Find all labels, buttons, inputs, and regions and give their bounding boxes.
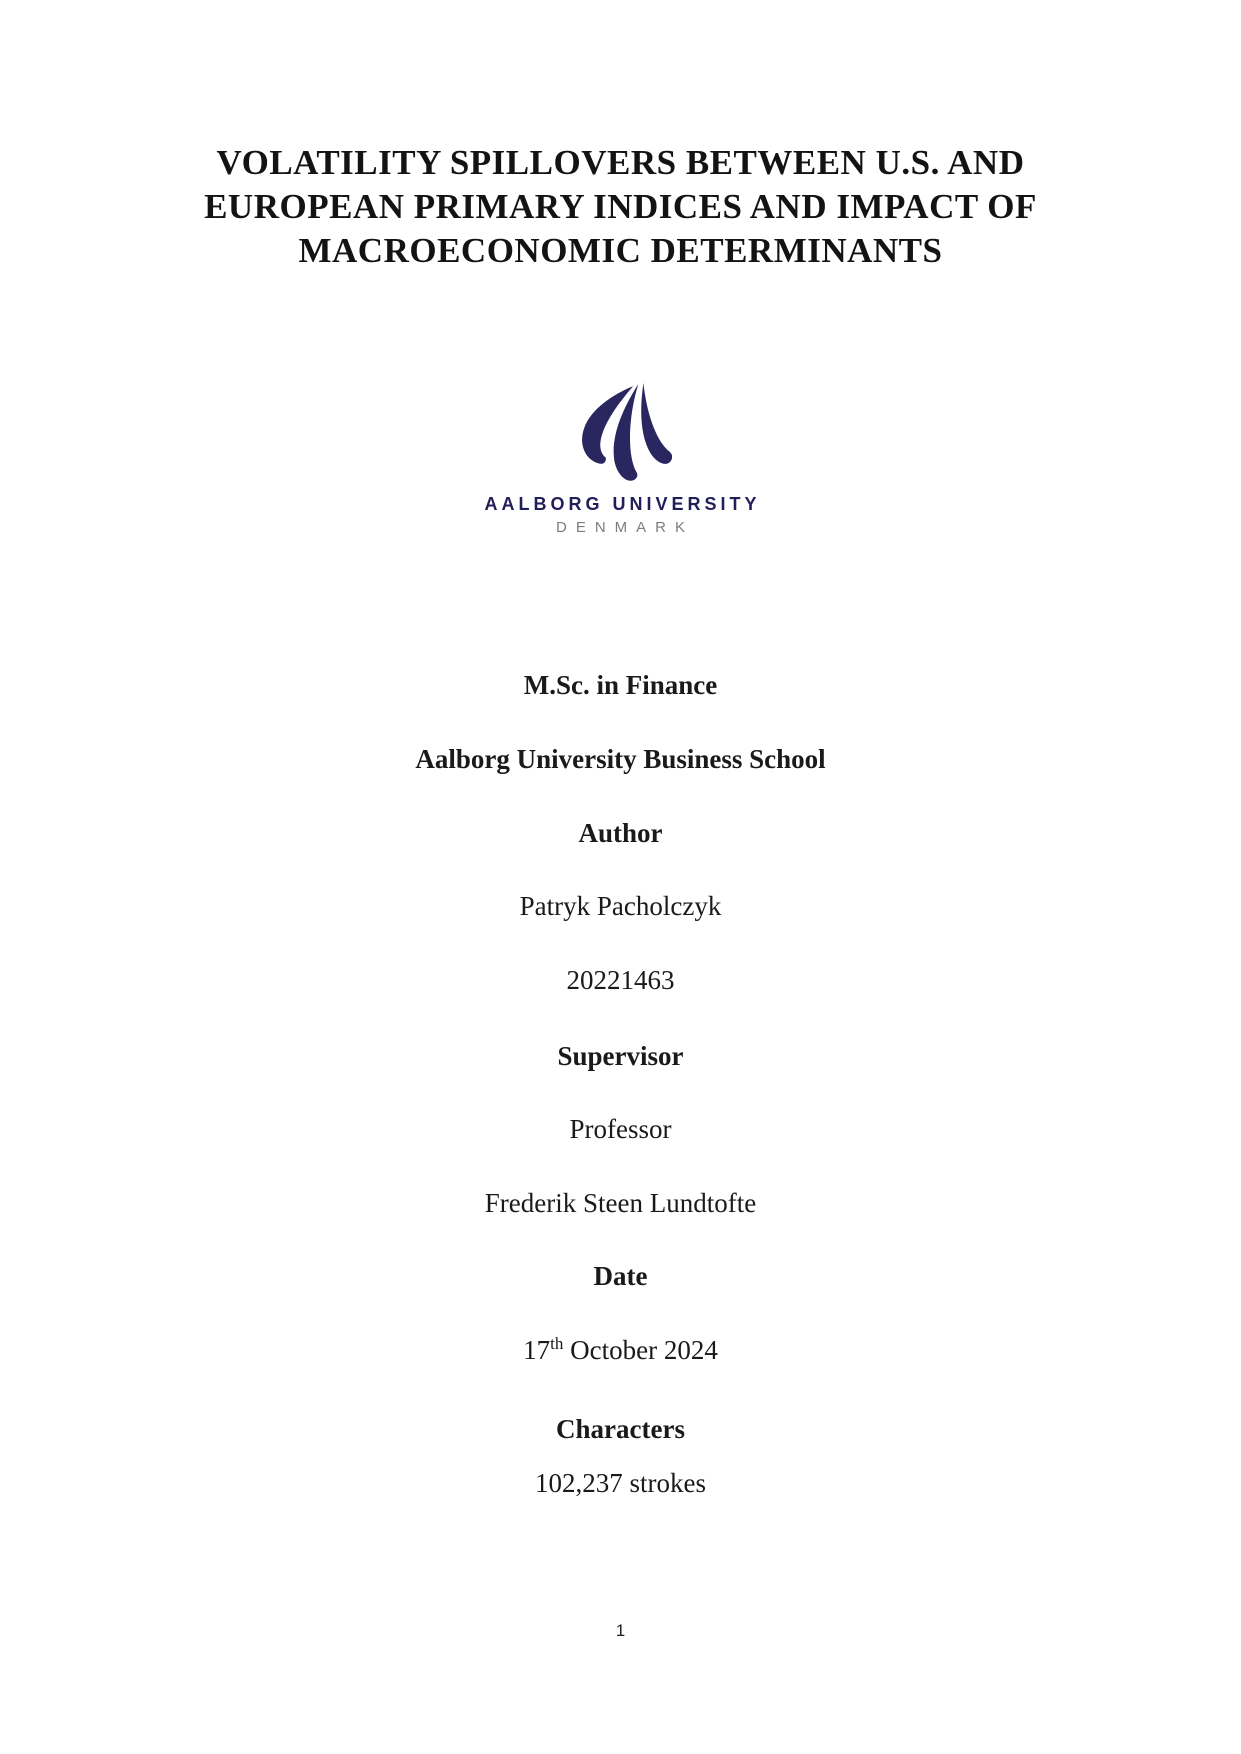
supervisor-title: Professor: [569, 1114, 672, 1144]
thesis-title-line-3: MACROECONOMIC DETERMINANTS: [298, 231, 943, 270]
date-heading: Date: [593, 1261, 648, 1291]
school-line: Aalborg University Business School: [415, 744, 826, 774]
student-id: 20221463: [566, 965, 675, 995]
date-day: 17: [523, 1335, 551, 1365]
thesis-title: [0, 141, 1241, 273]
date-value: [0, 1333, 1241, 1367]
thesis-title-line-2: EUROPEAN PRIMARY INDICES AND IMPACT OF: [204, 187, 1037, 226]
logo-country-name: DENMARK: [555, 519, 694, 536]
author-name: Patryk Pacholczyk: [519, 891, 722, 921]
logo-institution-name: AALBORG UNIVERSITY: [484, 494, 761, 514]
aau-swirl-logo-icon: [570, 382, 672, 484]
university-logo: [0, 382, 1241, 536]
supervisor-heading: Supervisor: [557, 1041, 684, 1071]
author-heading: Author: [578, 818, 663, 848]
thesis-title-line-1: VOLATILITY SPILLOVERS BETWEEN U.S. AND: [216, 143, 1025, 182]
characters-heading: Characters: [556, 1414, 685, 1444]
page-number: 1: [615, 1621, 626, 1640]
degree-line: M.Sc. in Finance: [523, 670, 718, 700]
supervisor-name: Frederik Steen Lundtofte: [484, 1188, 757, 1218]
date-ordinal: th: [550, 1334, 564, 1353]
character-count: 102,237 strokes: [535, 1468, 706, 1498]
date-month-year: October 2024: [563, 1335, 718, 1365]
